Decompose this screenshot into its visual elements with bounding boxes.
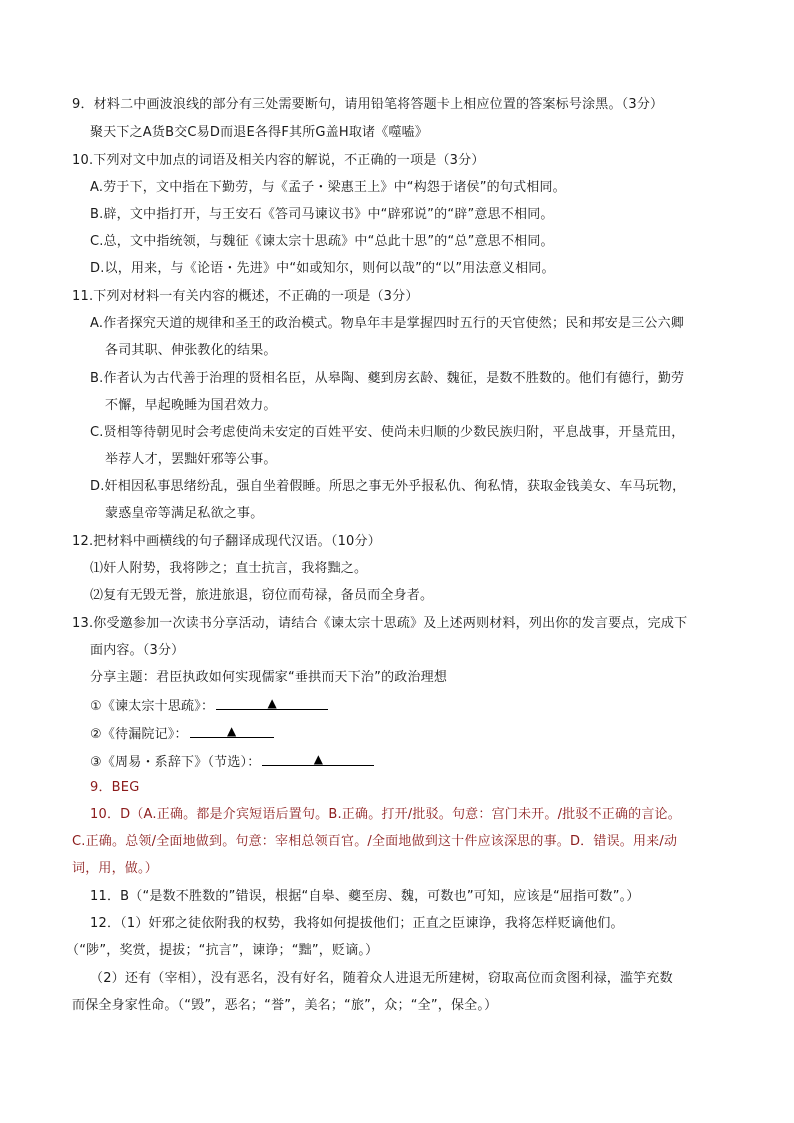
answer-blank-1[interactable] — [216, 697, 328, 710]
blank-marker: ▲ — [227, 724, 237, 738]
answer-12-line4: 而保全身家性命。（“毁”，恶名；“誉”，美名；“旅”，众；“全”，保全。） — [72, 998, 498, 1013]
q10-stem: 10.下列对文中加点的词语及相关内容的解说，不正确的一项是（3分） — [72, 153, 485, 168]
q13-share-theme: 分享主题：君臣执政如何实现儒家“垂拱而天下治”的政治理想 — [90, 670, 448, 685]
q12-sentence-1: ⑴奸人附势，我将陟之；直士抗言，我将黜之。 — [90, 561, 368, 576]
q10-option-c: C.总，文中指统领，与魏征《谏太宗十思疏》中“总此十思”的“总”意思不相同。 — [90, 234, 554, 249]
answer-10-line2: C.正确。总领/全面地做到。句意：宰相总领百官。/全面地做到这十件应该深思的事。D．错误。用来/动 — [72, 834, 678, 849]
q13-stem-line1: 13.你受邀参加一次读书分享活动，请结合《谏太宗十思疏》及上述两则材料，列出你的发言要点，完成下 — [72, 616, 688, 631]
q11-option-b-line1: B.作者认为古代善于治理的贤相名臣，从皋陶、夔到房玄龄、魏征，是数不胜数的。他们有德行，勤劳 — [90, 371, 685, 386]
blank-marker: ▲ — [267, 696, 277, 710]
answer-blank-2[interactable] — [190, 725, 274, 738]
answer-11: 11．B（“是数不胜数的”错误，根据“自皋、夔至房、魏，可数也”可知，应该是“屈指可数”。） — [90, 889, 640, 904]
q11-option-a-line2: 各司其职、伸张教化的结果。 — [105, 343, 277, 358]
q11-option-c-line1: C.贤相等待朝见时会考虑使尚未安定的百姓平安、使尚未归顺的少数民族归附，平息战事，开垦荒田， — [90, 425, 685, 440]
q12-stem: 12.把材料中画横线的句子翻译成现代汉语。（10分） — [72, 534, 381, 549]
q13-stem-line2: 面内容。（3分） — [90, 643, 185, 658]
q13-item-2-label: ②《待漏院记》： — [90, 727, 188, 742]
q11-option-d-line2: 蒙惑皇帝等满足私欲之事。 — [105, 506, 264, 521]
q11-option-d-line1: D.奸相因私事思绪纷乱，强自坐着假睡。所思之事无外乎报私仇、徇私情，获取金钱美女、车马玩物， — [90, 479, 686, 494]
q10-option-b: B.辟，文中指打开，与王安石《答司马谏议书》中“辟邪说”的“辟”意思不相同。 — [90, 207, 554, 222]
answer-10-line1: 10．D（A.正确。都是介宾短语后置句。B.正确。打开/批驳。句意：宫门未开。/批驳不正确的言论。 — [90, 807, 681, 822]
q9-stem: 9．材料二中画波浪线的部分有三处需要断句，请用铅笔将答题卡上相应位置的答案标号涂黑。（3分） — [72, 97, 664, 112]
q12-sentence-2: ⑵复有无毁无誉，旅进旅退，窃位而苟禄，备员而全身者。 — [90, 588, 434, 603]
answer-12-line2: （“陟”，奖赏，提拔；“抗言”，谏诤；“黜”，贬谪。） — [66, 943, 379, 958]
blank-marker: ▲ — [313, 752, 324, 766]
q13-item-3 — [90, 753, 374, 772]
q10-option-a: A.劳于下，文中指在下勤劳，与《孟子・梁惠王上》中“构怨于诸侯”的句式相同。 — [90, 180, 566, 195]
q11-option-a-line1: A.作者探究天道的规律和圣王的政治模式。物阜年丰是掌握四时五行的天官使然；民和邦安是三公六卿 — [90, 316, 684, 331]
answer-9: 9．BEG — [90, 780, 140, 795]
answer-10-line3: 词，用，做。） — [72, 861, 158, 876]
answer-blank-3[interactable] — [262, 753, 374, 766]
q13-item-1-label: ①《谏太宗十思疏》： — [90, 699, 215, 714]
q11-option-b-line2: 不懈，早起晚睡为国君效力。 — [105, 398, 277, 413]
q11-stem: 11.下列对材料一有关内容的概述，不正确的一项是（3分） — [72, 289, 419, 304]
q11-option-c-line2: 举荐人才，罢黜奸邪等公事。 — [105, 452, 277, 467]
q13-item-2 — [90, 725, 274, 744]
q13-item-3-label: ③《周易・系辞下》（节选）： — [90, 755, 261, 770]
answer-12-line3: （2）还有（宰相），没有恶名，没有好名，随着众人进退无所建树，窃取高位而贪图利禄，滥竽充数 — [90, 971, 673, 986]
q13-item-1 — [90, 697, 328, 716]
answer-12-line1: 12．（1）奸邪之徒依附我的权势，我将如何提拔他们；正直之臣谏诤，我将怎样贬谪他们。 — [90, 916, 624, 931]
q9-text: 聚天下之A货B交C易D而退E各得F其所G盖H取诸《噬嗑》 — [90, 125, 429, 140]
q10-option-d: D.以，用来，与《论语・先进》中“如或知尔，则何以哉”的“以”用法意义相同。 — [90, 261, 555, 276]
